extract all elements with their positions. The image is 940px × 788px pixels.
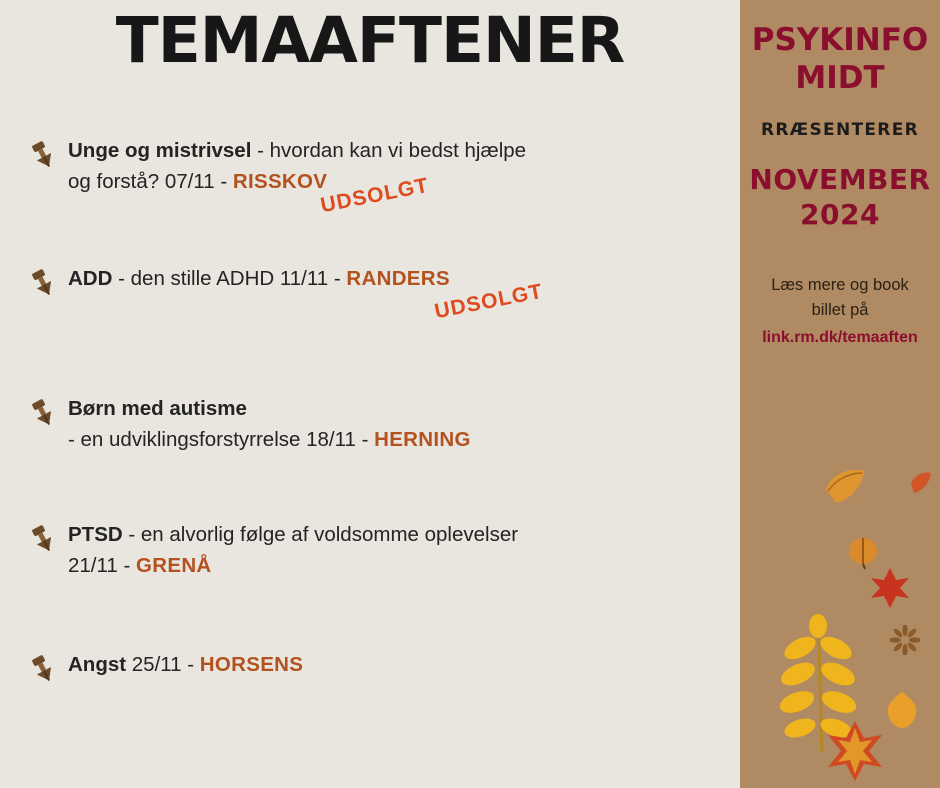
presents-label: RRÆSENTERER	[760, 119, 919, 140]
pushpin-icon	[28, 268, 58, 298]
leaf-icon	[846, 534, 880, 575]
event-title: Børn med autisme	[68, 397, 247, 420]
leaf-icon	[908, 470, 934, 501]
leaf-icon	[882, 690, 922, 735]
year: 2024	[800, 198, 880, 232]
event-location: RISSKOV	[232, 170, 328, 193]
event-line-1	[68, 394, 740, 424]
page-title: TEMAAFTENER	[115, 4, 625, 77]
event-title: PTSD	[68, 523, 123, 546]
month-block	[740, 162, 940, 234]
event-line-1	[68, 520, 740, 550]
event-detail: 25/11 -	[126, 653, 200, 676]
leaf-icon	[868, 566, 912, 615]
status-badge: UDSOLGT	[318, 173, 431, 218]
event-title: Unge og mistrivsel	[68, 139, 252, 162]
leaf-icon	[822, 718, 888, 788]
star-anise-icon	[890, 625, 920, 660]
event-detail: - hvordan kan vi bedst hjælpe	[251, 139, 527, 162]
list-item	[0, 394, 740, 520]
pushpin-icon	[28, 398, 58, 428]
event-location: HORSENS	[199, 653, 304, 676]
brand-line-2: MIDT	[795, 59, 885, 96]
booking-line-1: Læs mere og book	[771, 276, 909, 295]
event-title: Angst	[68, 653, 127, 676]
event-detail-cont: og forstå? 07/11 -	[68, 170, 233, 193]
booking-info	[740, 273, 940, 350]
month-name: NOVEMBER	[749, 162, 931, 196]
leaf-icon	[822, 465, 868, 512]
event-line-1	[68, 136, 740, 166]
pushpin-icon	[28, 140, 58, 170]
list-item	[0, 264, 740, 394]
event-detail: - den stille ADHD 11/11 -	[112, 267, 347, 290]
event-detail-cont: 21/11 -	[68, 554, 136, 577]
booking-line-2: billet på	[811, 301, 869, 320]
event-line-2	[68, 551, 740, 581]
status-badge: UDSOLGT	[432, 279, 545, 324]
event-location: GRENÅ	[136, 554, 212, 577]
pushpin-icon	[28, 524, 58, 554]
event-location: RANDERS	[346, 267, 450, 290]
event-line-2	[68, 425, 740, 455]
brand-line-1: PSYKINFO	[751, 22, 929, 58]
event-detail: - en alvorlig følge af voldsomme oplevelser	[122, 523, 519, 546]
event-list	[0, 136, 740, 720]
booking-link[interactable]: link.rm.dk/temaaften	[762, 328, 918, 346]
event-line-1	[68, 650, 740, 680]
list-item	[0, 650, 740, 720]
list-item	[0, 520, 740, 650]
event-detail-cont: - en udviklingsforstyrrelse 18/11 -	[68, 428, 375, 451]
event-location: HERNING	[374, 428, 471, 451]
event-title: ADD	[68, 267, 113, 290]
pushpin-icon	[28, 654, 58, 684]
event-line-1	[68, 264, 740, 294]
leaf-icon	[770, 612, 866, 767]
poster-sidebar	[740, 0, 940, 788]
brand-name	[740, 22, 940, 98]
list-item	[0, 136, 740, 264]
